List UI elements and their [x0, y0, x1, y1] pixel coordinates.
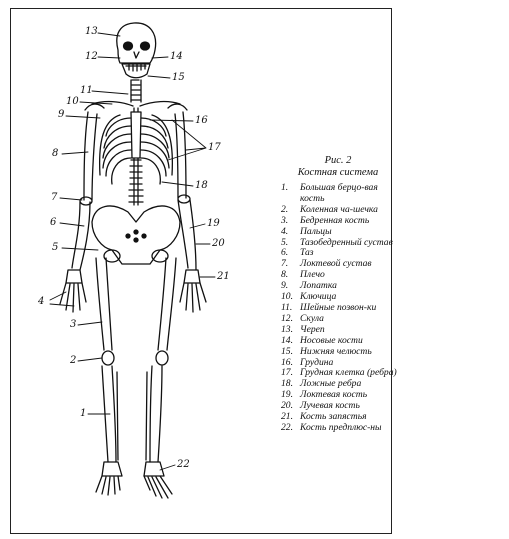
callout-3: 3	[70, 319, 77, 330]
legend-item: 15. Нижняя челюсть	[281, 345, 372, 357]
legend-item: 19. Локтевая кость	[281, 389, 368, 401]
callout-13: 13	[85, 26, 98, 37]
callout-10: 10	[66, 96, 79, 107]
legend-item: 9. Лопатка	[281, 280, 337, 292]
figure-caption	[283, 155, 393, 179]
callout-18: 18	[195, 180, 208, 191]
callout-22: 22	[177, 459, 190, 470]
legend-item: 3. Бедренная кость	[281, 214, 370, 226]
legend-item: 10. Ключица	[281, 291, 337, 303]
legend-item: 21. Кость запястья	[281, 411, 367, 423]
legend-item: 7. Локтевой сустав	[281, 258, 372, 270]
legend-item: 1. Большая берцо-вая кость	[281, 182, 378, 204]
callout-19: 19	[207, 218, 220, 229]
callout-15: 15	[172, 72, 185, 83]
legend-item: 20. Лучевая кость	[281, 400, 360, 412]
caption-title: Рис. 2	[324, 155, 352, 166]
callout-21: 21	[217, 271, 230, 282]
callout-12: 12	[85, 51, 98, 62]
callout-16: 16	[195, 115, 208, 126]
feet	[96, 462, 172, 498]
callout-7: 7	[51, 192, 58, 203]
legend-item: 18. Ложные ребра	[281, 378, 362, 390]
callout-6: 6	[50, 217, 57, 228]
callout-2: 2	[70, 355, 77, 366]
callout-8: 8	[52, 148, 59, 159]
legend-list	[281, 183, 403, 434]
shoulders	[85, 102, 187, 110]
callout-1: 1	[80, 408, 87, 419]
callout-20: 20	[212, 238, 225, 249]
callout-17: 17	[208, 142, 221, 153]
legs	[96, 258, 176, 462]
callout-5: 5	[52, 242, 59, 253]
pelvis	[92, 206, 180, 264]
callout-9: 9	[58, 109, 65, 120]
legend-item: 2. Коленная ча-шечка	[281, 203, 378, 215]
caption-subtitle: Костная система	[297, 167, 379, 178]
legend-item: 22. Кость предплюс-ны	[281, 421, 382, 433]
callout-11: 11	[80, 85, 93, 96]
legend-item: 16. Грудина	[281, 356, 334, 368]
legend-item: 12. Скула	[281, 312, 324, 324]
legend-item: 4. Пальцы	[281, 225, 332, 237]
legend-item: 6. Таз	[281, 247, 314, 259]
legend-item: 5. Тазобедренный сустав	[281, 236, 393, 248]
legend-item: 11. Шейные позвон-ки	[281, 301, 377, 313]
callout-14: 14	[170, 51, 183, 62]
legend-item: 8. Плечо	[281, 269, 325, 281]
skull	[117, 23, 156, 78]
hands	[60, 270, 206, 312]
callout-4: 4	[38, 296, 45, 307]
legend-item: 13. Череп	[281, 323, 325, 335]
legend-item: 17. Грудная клетка (ребра)	[281, 367, 397, 379]
legend-item: 14. Носовые кости	[281, 334, 363, 346]
ribcage	[100, 112, 173, 184]
